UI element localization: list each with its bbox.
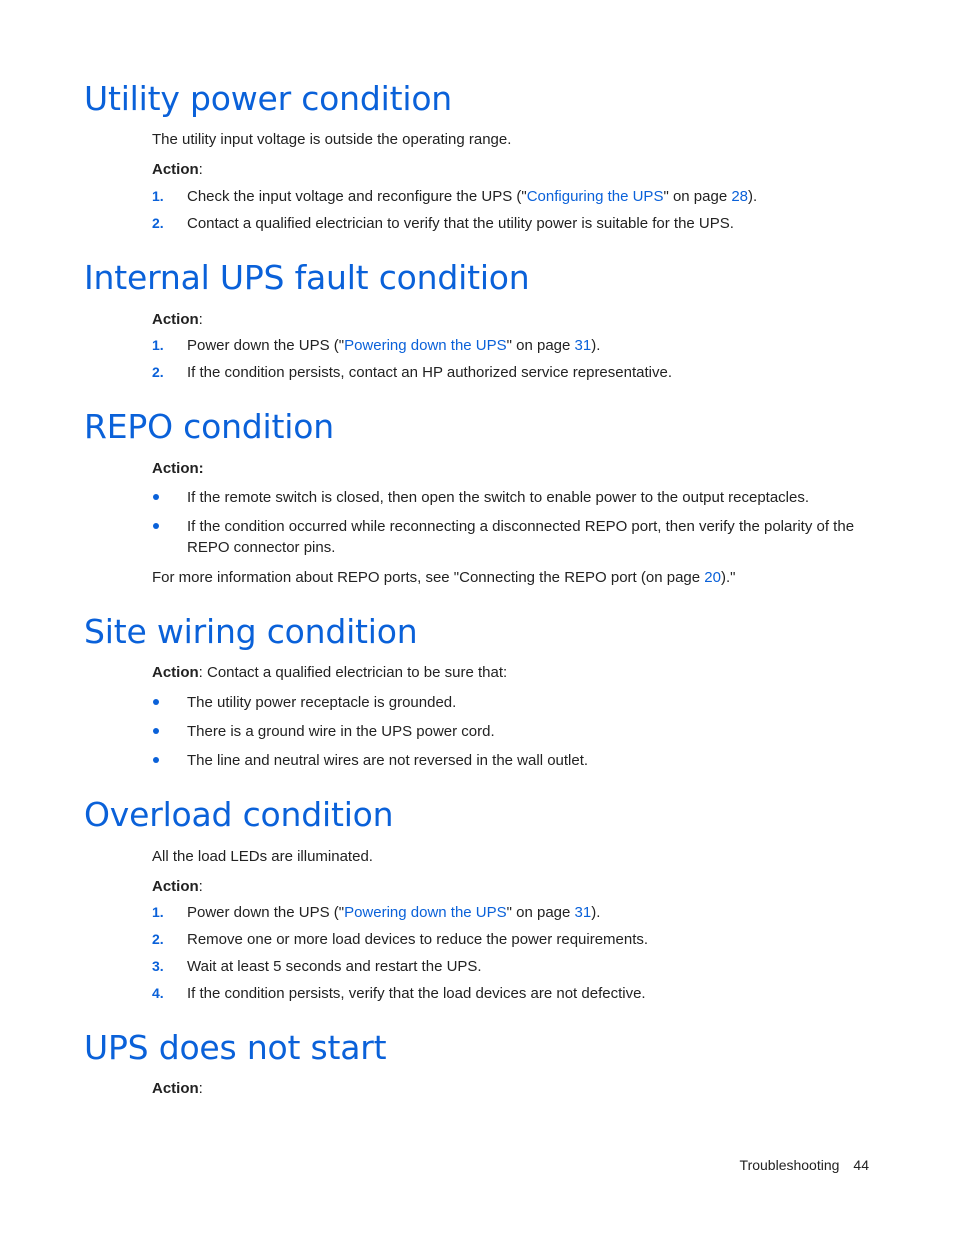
heading-overload-condition: Overload condition [84,795,394,834]
list-number: 3. [152,958,164,974]
heading-ups-does-not-start: UPS does not start [84,1028,387,1067]
bullet-dot [153,494,159,500]
item-text: : Contact a qualified electrician to be sure that: [198,664,508,681]
internal-action-line: Action: [152,311,203,328]
item-text: The utility power receptacle is grounded. [187,694,457,711]
bullet-item [152,721,872,742]
action-label: Action: [152,460,204,477]
list-number: 1. [152,188,164,204]
action-label: Action [152,664,199,681]
list-item [152,335,872,356]
item-text: " on page [506,337,575,354]
action-label: Action [152,161,199,178]
item-text: Wait at least 5 seconds and restart the UPS. [187,958,482,975]
link-page-31[interactable]: 31 [574,337,592,354]
list-number: 1. [152,337,164,353]
bullet-item [152,750,872,771]
bullet-item [152,516,872,558]
item-text: Power down the UPS (" [187,904,345,921]
item-text: ). [591,337,601,354]
list-item [152,186,872,207]
list-item [152,902,872,923]
overload-intro: All the load LEDs are illuminated. [152,848,373,865]
link-page-20[interactable]: 20 [704,569,721,586]
bullet-item [152,487,872,508]
site-action-line [152,662,507,683]
item-text: " on page [663,188,732,205]
item-text: ). [591,904,601,921]
page-footer [740,1157,869,1173]
item-text: )." [720,569,736,586]
list-number: 2. [152,215,164,231]
action-label: Action [152,1080,199,1097]
item-text: For more information about REPO ports, see "Connecting the REPO port (on page [152,569,705,586]
list-item [152,929,872,950]
link-page-28[interactable]: 28 [731,188,749,205]
nostart-action-line: Action: [152,1080,203,1097]
item-text: The line and neutral wires are not reversed in the wall outlet. [187,752,589,769]
item-text: Contact a qualified electrician to verify that the utility power is suitable for the UPS. [187,215,734,232]
heading-utility-power-condition: Utility power condition [84,79,453,118]
heading-site-wiring: Site wiring condition [84,612,418,651]
list-number: 2. [152,364,164,380]
bullet-item [152,692,872,713]
bullet-dot [153,728,159,734]
item-text: If the condition occurred while reconnecting a disconnected REPO port, then verify the polarity of the REPO connector pins. [187,518,855,556]
utility-action-line: Action: [152,161,203,178]
heading-repo-condition: REPO condition [84,407,334,446]
item-text: " on page [506,904,575,921]
list-item [152,213,872,234]
repo-more-info [152,567,735,588]
list-item [152,983,872,1004]
action-label: Action [152,878,199,895]
bullet-dot [153,699,159,705]
item-text: There is a ground wire in the UPS power cord. [187,723,495,740]
item-text: If the remote switch is closed, then open the switch to enable power to the output receptacles. [187,489,810,506]
overload-action-line: Action: [152,878,203,895]
bullet-dot [153,757,159,763]
item-text: If the condition persists, contact an HP authorized service representative. [187,364,672,381]
footer-section-name: Troubleshooting [739,1157,840,1173]
bullet-dot [153,523,159,529]
action-label: Action [152,311,199,328]
list-item [152,956,872,977]
item-text: Check the input voltage and reconfigure the UPS (" [187,188,527,205]
item-text: ). [748,188,758,205]
item-text: Remove one or more load devices to reduce the power requirements. [187,931,649,948]
list-item [152,362,872,383]
page-number: 44 [853,1157,869,1173]
list-number: 1. [152,904,164,920]
list-number: 4. [152,985,164,1001]
item-text: If the condition persists, verify that the load devices are not defective. [187,985,646,1002]
link-powering-down-the-ups[interactable]: Powering down the UPS [344,904,507,921]
utility-intro: The utility input voltage is outside the operating range. [152,131,512,148]
link-page-31[interactable]: 31 [574,904,592,921]
repo-action-line [152,458,204,479]
list-number: 2. [152,931,164,947]
item-text: Power down the UPS (" [187,337,345,354]
link-powering-down-the-ups[interactable]: Powering down the UPS [344,337,507,354]
heading-internal-ups-fault: Internal UPS fault condition [84,258,530,297]
link-configuring-the-ups[interactable]: Configuring the UPS [526,188,664,205]
